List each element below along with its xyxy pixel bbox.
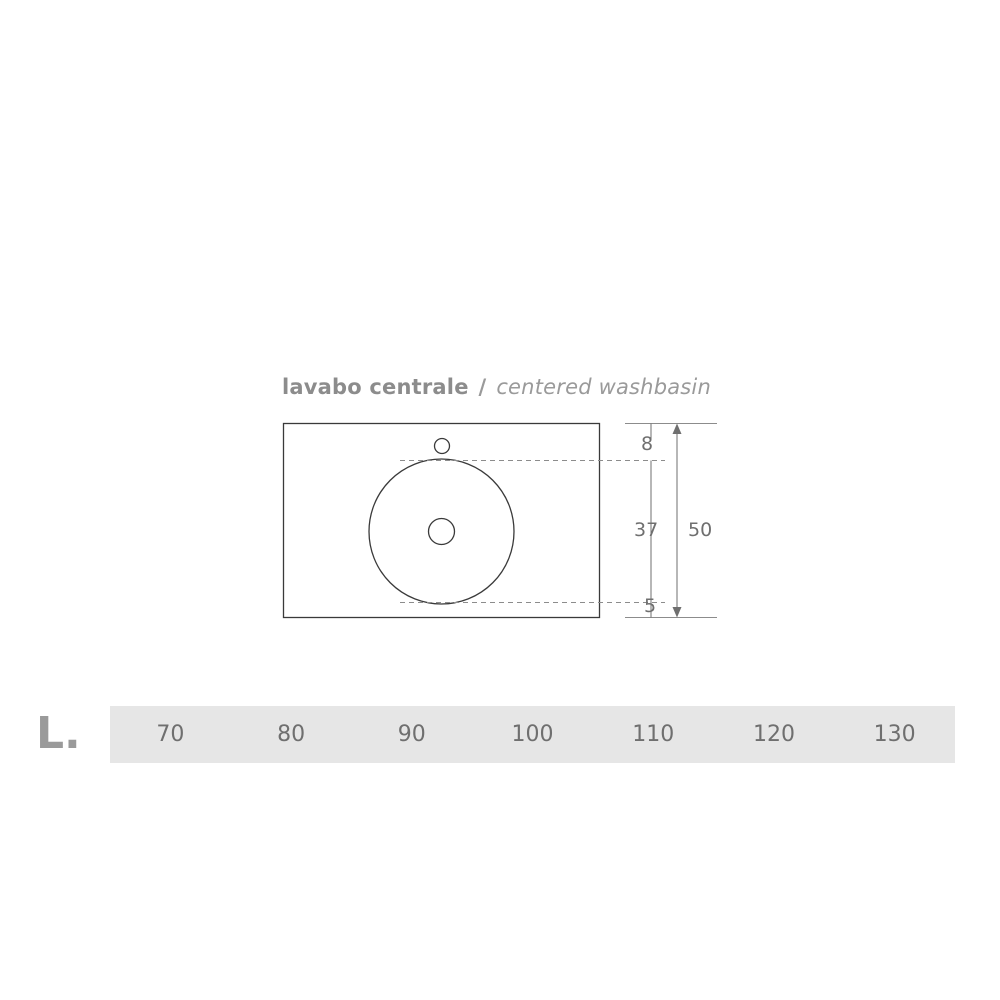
arrowhead-top xyxy=(673,424,682,435)
diagram-title-separator: / xyxy=(478,375,487,399)
size-option[interactable]: 70 xyxy=(156,722,185,747)
size-option[interactable]: 100 xyxy=(511,722,554,747)
diagram-title-english: centered washbasin xyxy=(496,375,711,399)
diagram-title-italian: lavabo centrale xyxy=(282,375,469,399)
size-option[interactable]: 90 xyxy=(397,722,426,747)
size-option[interactable]: 80 xyxy=(277,722,306,747)
size-option[interactable]: 130 xyxy=(873,722,916,747)
size-band xyxy=(110,706,955,763)
size-option[interactable]: 120 xyxy=(752,722,795,747)
size-option[interactable]: 110 xyxy=(632,722,675,747)
dimension-label-basin-height: 37 xyxy=(634,519,659,541)
countertop-outline xyxy=(284,424,600,618)
dimension-label-total-depth: 50 xyxy=(688,519,713,541)
size-band-label: L. xyxy=(36,708,81,759)
arrowhead-bottom xyxy=(673,607,682,618)
dimension-label-top-offset: 8 xyxy=(641,433,654,455)
dimension-label-bottom-offset: 5 xyxy=(644,595,657,617)
size-list xyxy=(110,706,955,763)
